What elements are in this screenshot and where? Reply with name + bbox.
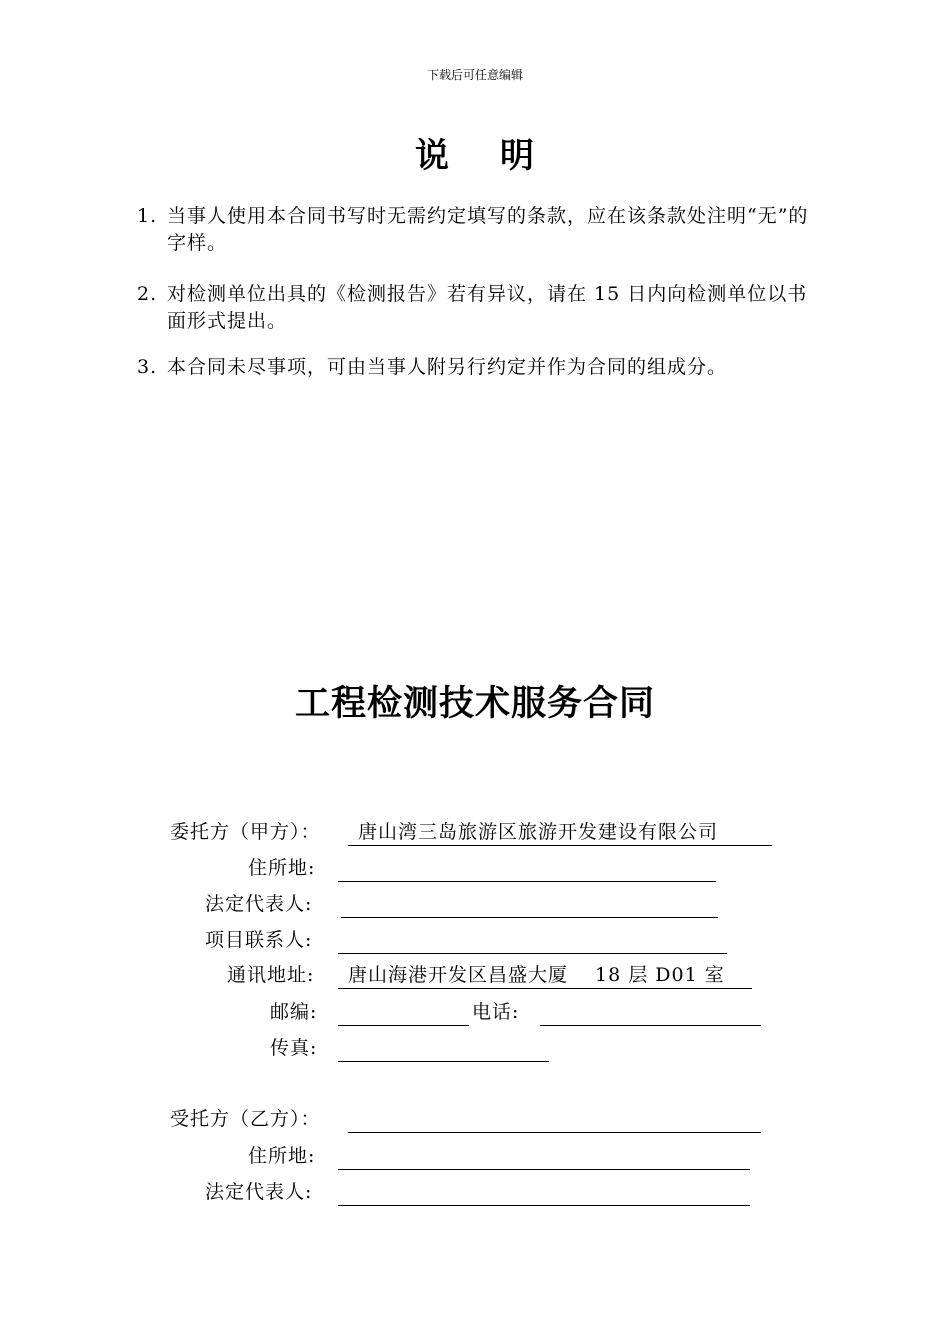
explanation-title-right: 明 xyxy=(500,136,535,176)
party-b-row xyxy=(0,1104,950,1134)
party-a-fax-row xyxy=(0,1033,950,1063)
party-b-legal-rep-label: 法定代表人: xyxy=(205,1181,313,1203)
party-a-row xyxy=(0,817,950,847)
party-a-contact-label: 项目联系人: xyxy=(205,929,313,951)
note-number: 3. xyxy=(137,356,158,378)
note-text: 对检测单位出具的《检测报告》若有异议，请在 15 日内向检测单位以书面形式提出。 xyxy=(167,283,808,332)
party-a-fax-field[interactable] xyxy=(338,1033,549,1062)
party-a-fax-label: 传真: xyxy=(270,1037,318,1059)
party-a-mail-address-field[interactable] xyxy=(338,960,752,989)
party-a-name-field[interactable] xyxy=(348,817,772,846)
party-a-postcode-phone-row xyxy=(0,997,950,1027)
party-a-address-label: 住所地: xyxy=(248,857,316,879)
party-a-legal-rep-label: 法定代表人: xyxy=(205,893,313,915)
party-b-legal-rep-field[interactable] xyxy=(338,1177,750,1206)
party-b-address-field[interactable] xyxy=(338,1141,750,1170)
party-b-label: 受托方（乙方）： xyxy=(170,1108,321,1130)
header-note: 下载后可任意编辑 xyxy=(426,68,523,82)
party-a-name: 唐山湾三岛旅游区旅游开发建设有限公司 xyxy=(358,821,719,843)
party-b-name-field[interactable] xyxy=(348,1104,761,1133)
note-item-3 xyxy=(137,354,827,381)
note-number: 1. xyxy=(137,205,158,227)
party-a-contact-row xyxy=(0,925,950,955)
contract-title: 工程检测技术服务合同 xyxy=(294,684,655,724)
party-a-address-field[interactable] xyxy=(338,853,716,882)
party-a-mail-address-row xyxy=(0,960,950,990)
note-item-2 xyxy=(137,281,827,335)
party-a-phone-field[interactable] xyxy=(540,997,761,1026)
note-text: 当事人使用本合同书写时无需约定填写的条款，应在该条款处注明“无”的字样。 xyxy=(167,205,809,254)
party-a-mail-address: 唐山海港开发区昌盛大厦 18 层 D01 室 xyxy=(348,964,725,986)
party-a-address-row xyxy=(0,853,950,883)
note-item-1 xyxy=(137,203,827,257)
party-a-label: 委托方（甲方）： xyxy=(170,821,321,843)
party-b-legal-rep-row xyxy=(0,1177,950,1207)
party-a-legal-rep-field[interactable] xyxy=(341,889,718,918)
party-a-postcode-label: 邮编: xyxy=(270,1001,318,1023)
explanation-title-left: 说 xyxy=(415,136,450,176)
party-b-address-label: 住所地: xyxy=(248,1145,316,1167)
explanation-title xyxy=(0,128,950,177)
note-number: 2. xyxy=(137,283,158,305)
note-text: 本合同未尽事项，可由当事人附另行约定并作为合同的组成分。 xyxy=(167,356,728,378)
party-a-mail-address-label: 通讯地址: xyxy=(227,964,315,986)
party-a-contact-field[interactable] xyxy=(338,925,727,954)
party-b-address-row xyxy=(0,1141,950,1171)
party-a-legal-rep-row xyxy=(0,889,950,919)
party-a-postcode-field[interactable] xyxy=(338,997,469,1026)
party-a-phone-label: 电话: xyxy=(472,1001,520,1023)
